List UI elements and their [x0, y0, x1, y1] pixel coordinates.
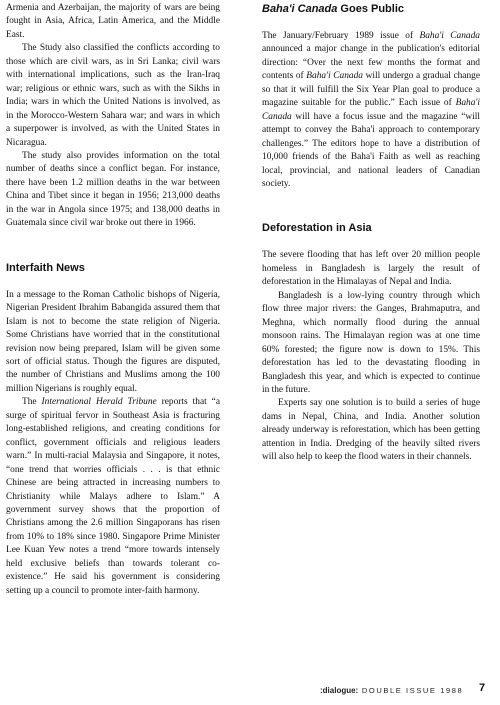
- paragraph: [6, 396, 220, 598]
- text-run: announced a major change in the publication's editorial direction: “Over the next few months the format and contents of: [262, 44, 480, 82]
- paragraph: The severe flooding that has left over 20 million people homeless in Bangladesh is largely the result of deforestation in the Himalayas of Nepal and India.: [262, 250, 480, 288]
- paragraph: The study also provides information on the total number of deaths since a conflict began. For instance, there have been 1.2 million deaths in the war between China and Tibet since it began in 1956; 213,000 deaths in the war in Angola since 1975; and 138,000 deaths in Guatemala since civil war broke out there in 1966.: [6, 150, 220, 229]
- paragraph: Experts say one solution is to build a series of huge dams in Nepal, China, and India. Another solution already underway is reforestation, which has been getting attention in India. Dredging of the heavily silted rivers will also help to keep the flood waters in their channels.: [262, 398, 480, 463]
- text-run: The January/February 1989 issue of: [262, 31, 420, 41]
- footer-brand: :dialogue:: [320, 686, 359, 695]
- text-run: will have a focus issue and the magazine “will attempt to convey the Baha'i approach to contemporary challenges.” The editors hope to have a distribution of 10,000 friends of the Baha'i Faith as well as reaching local, provincial, and national leaders of Canadian society.: [262, 111, 480, 189]
- text-run: reports that “a surge of spiritual fervor in Southeast Asia is fracturing long-established religions, and creating conditions for conflict, government officials and religious leaders warn.” In multi-racial Malaysia and Singapore, it notes, “one trend that worries officials . . . is that ethnic Chinese are being attracted in increasing numbers to Christianity while Malays adhere to Islam.” A government survey shows that the proportion of Christians among the 2.6 million Singaporans has risen from 10% to 18% since 1980. Singapore Prime Minister Lee Kuan Yew notes a trend “more towards intensely held exclusive beliefs than towards tolerant co-existence.” He said his government is considering setting up a council to promote inter-faith harmony.: [6, 397, 220, 596]
- heading-text: Goes Public: [337, 3, 405, 15]
- section-heading-bahai-canada: [262, 2, 480, 16]
- page-footer: [320, 686, 490, 695]
- paragraph: Bangladesh is a low-lying country through which flow three major rivers: the Ganges, Brahmaputra, and Meghna, which normally flood during the annual monsoon rains. The Himalayan region was at one time 60% forested; the figure now is down to 15%. This deforestation has led to the devastating flooding in Bangladesh this year, and which is expected to continue in the future.: [262, 290, 480, 395]
- publication-title: Baha'i Canada: [419, 31, 480, 41]
- heading-italic: Baha'i Canada: [262, 3, 338, 15]
- text-run: The: [22, 397, 42, 408]
- paragraph: The Study also classified the conflicts according to those which are civil wars, as in Sri Lanka; civil wars with international implications, such as the Iran-Iraq war; religious or ethnic wars, such as with the Sikhs in India; wars in which the United Nations is involved, as in the Morocco-Western Sahara war; and wars in which a superpower is involved, as with the United States in Nicaragua.: [6, 43, 220, 148]
- publication-title: International Herald Tribune: [41, 397, 157, 408]
- section-heading-interfaith: Interfaith News: [6, 261, 85, 274]
- section-heading-deforestation: Deforestation in Asia: [262, 222, 372, 235]
- paragraph: Armenia and Azerbaijan, the majority of wars are being fought in Asia, Africa, Latin America, and the Middle East.: [6, 3, 220, 40]
- publication-title: Baha'i Canada: [306, 71, 363, 82]
- publication-title: Baha'i Canada: [262, 98, 480, 122]
- text-run: will undergo a gradual change so that it will fulfill the Six Year Plan goal to produce a magazine suitable for the public.” Each issue of: [262, 71, 480, 109]
- footer-issue: DOUBLE ISSUE 1988: [361, 686, 464, 695]
- paragraph: [262, 30, 480, 191]
- paragraph: In a message to the Roman Catholic bishops of Nigeria, Nigerian President Ibrahim Babangida assured them that Islam is not to become the state religion of Nigeria. Some Christians have worried that in the constitutional revision now being prepared, Islam will be given some sort of official status. Though the figures are disputed, the number of Christians and Muslims among the 100 million Nigerians is roughly equal.: [6, 289, 220, 394]
- page-number: 7: [479, 682, 486, 694]
- left-column: [6, 2, 220, 598]
- right-column: [262, 2, 480, 465]
